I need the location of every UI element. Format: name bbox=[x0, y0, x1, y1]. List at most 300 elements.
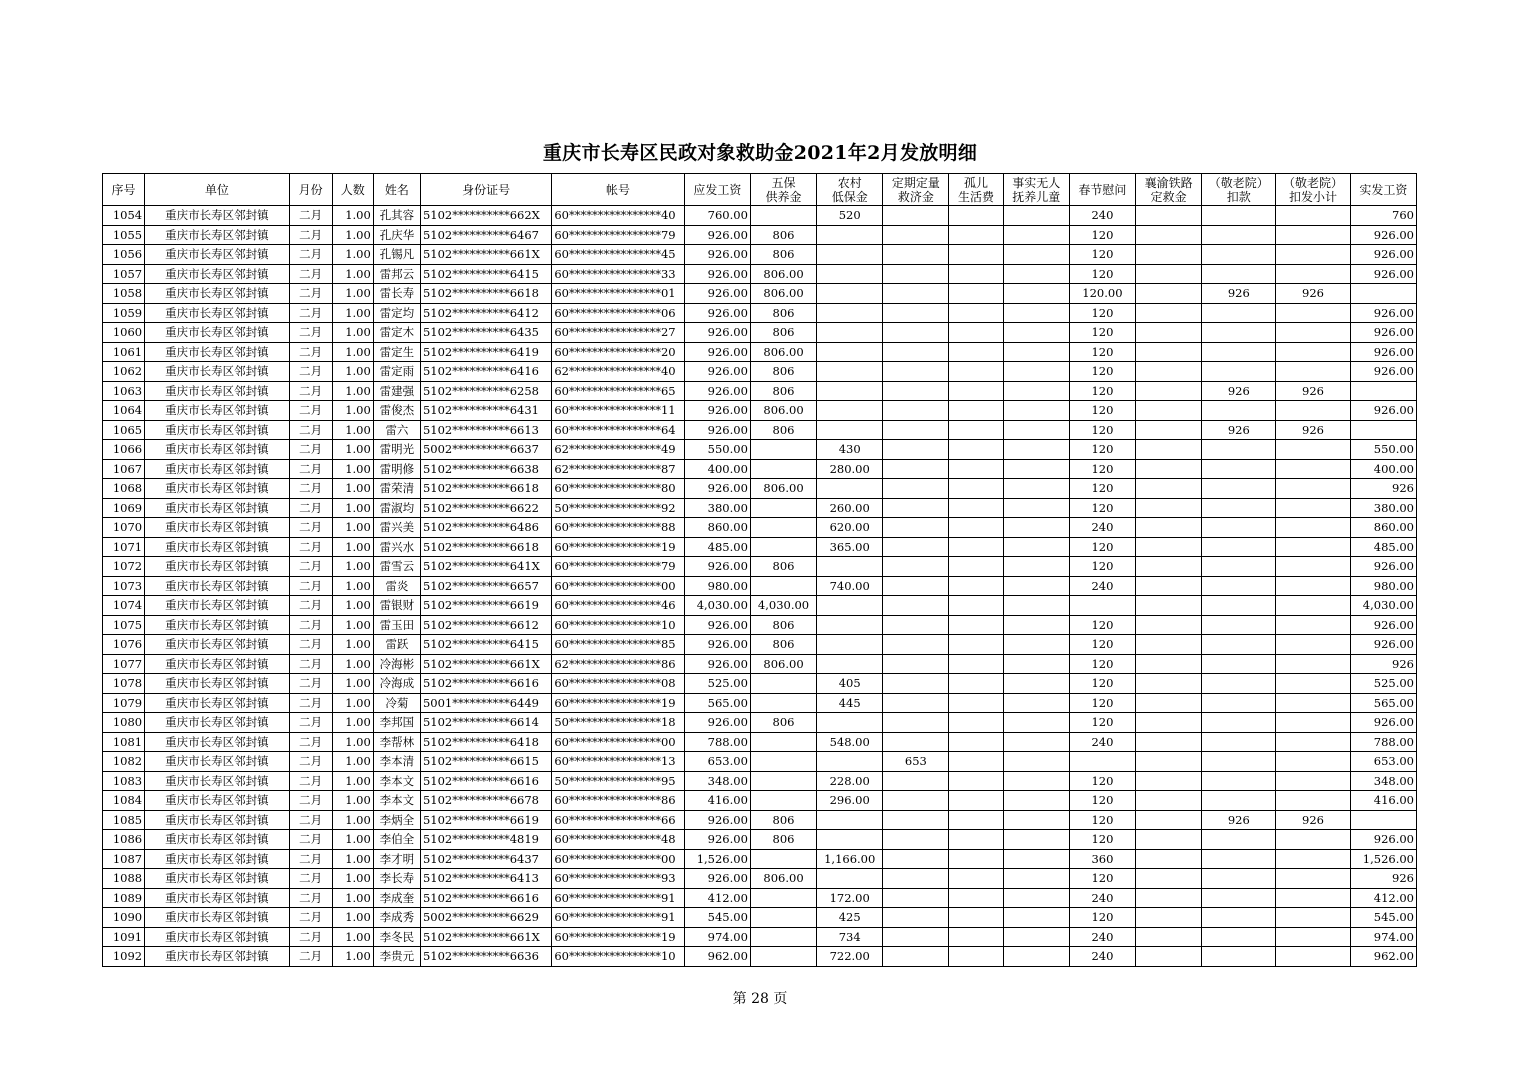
table-cell: 806.00 bbox=[750, 654, 816, 674]
table-row bbox=[103, 303, 1417, 323]
table-cell: 5102**********6412 bbox=[420, 303, 551, 323]
table-cell bbox=[1202, 693, 1276, 713]
table-cell: 二月 bbox=[289, 615, 332, 635]
table-cell bbox=[883, 479, 949, 499]
table-cell: 1060 bbox=[103, 323, 145, 343]
table-cell: 1.00 bbox=[332, 303, 373, 323]
table-cell bbox=[1136, 362, 1202, 382]
table-cell: 二月 bbox=[289, 830, 332, 850]
table-cell bbox=[817, 342, 883, 362]
table-cell bbox=[1003, 869, 1069, 889]
table-cell: 重庆市长寿区邻封镇 bbox=[145, 498, 289, 518]
table-row bbox=[103, 596, 1417, 616]
table-cell bbox=[1003, 557, 1069, 577]
table-cell bbox=[883, 849, 949, 869]
table-cell: 1.00 bbox=[332, 908, 373, 928]
table-cell: 1.00 bbox=[332, 674, 373, 694]
table-cell: 926.00 bbox=[1350, 342, 1416, 362]
table-cell bbox=[1276, 323, 1350, 343]
table-cell bbox=[1136, 206, 1202, 226]
table-cell bbox=[750, 791, 816, 811]
table-cell: 5002**********6629 bbox=[420, 908, 551, 928]
table-cell bbox=[817, 615, 883, 635]
table-cell: 二月 bbox=[289, 849, 332, 869]
table-cell: 雷定雨 bbox=[373, 362, 420, 382]
table-cell bbox=[883, 693, 949, 713]
table-cell bbox=[1202, 323, 1276, 343]
table-cell: 120.00 bbox=[1069, 284, 1135, 304]
table-cell bbox=[1136, 225, 1202, 245]
table-cell bbox=[1003, 323, 1069, 343]
table-cell bbox=[750, 888, 816, 908]
table-cell: 60****************27 bbox=[552, 323, 684, 343]
table-cell: 重庆市长寿区邻封镇 bbox=[145, 927, 289, 947]
table-cell bbox=[1136, 732, 1202, 752]
table-cell: 1.00 bbox=[332, 537, 373, 557]
table-cell: 重庆市长寿区邻封镇 bbox=[145, 791, 289, 811]
table-cell: 120 bbox=[1069, 459, 1135, 479]
table-cell bbox=[1276, 869, 1350, 889]
table-cell: 545.00 bbox=[684, 908, 750, 928]
table-cell bbox=[1136, 927, 1202, 947]
table-cell bbox=[1003, 596, 1069, 616]
table-cell: 李本文 bbox=[373, 791, 420, 811]
table-cell: 120 bbox=[1069, 908, 1135, 928]
table-cell: 1.00 bbox=[332, 362, 373, 382]
table-cell bbox=[949, 323, 1003, 343]
table-cell: 60****************19 bbox=[552, 693, 684, 713]
table-cell bbox=[1003, 576, 1069, 596]
table-cell bbox=[949, 713, 1003, 733]
table-cell: 二月 bbox=[289, 498, 332, 518]
table-cell: 120 bbox=[1069, 342, 1135, 362]
table-cell: 1.00 bbox=[332, 693, 373, 713]
table-cell: 5102**********6619 bbox=[420, 810, 551, 830]
table-cell bbox=[949, 635, 1003, 655]
table-cell: 926.00 bbox=[1350, 303, 1416, 323]
table-cell: 860.00 bbox=[1350, 518, 1416, 538]
table-cell: 60****************20 bbox=[552, 342, 684, 362]
table-cell: 重庆市长寿区邻封镇 bbox=[145, 713, 289, 733]
table-cell: 653 bbox=[883, 752, 949, 772]
table-cell: 二月 bbox=[289, 381, 332, 401]
table-cell: 4,030.00 bbox=[750, 596, 816, 616]
column-header: 姓名 bbox=[373, 174, 420, 206]
table-cell: 60****************91 bbox=[552, 888, 684, 908]
table-cell bbox=[1003, 713, 1069, 733]
table-cell: 1.00 bbox=[332, 264, 373, 284]
table-row bbox=[103, 284, 1417, 304]
table-cell bbox=[1003, 849, 1069, 869]
table-cell: 1.00 bbox=[332, 771, 373, 791]
table-cell: 雷六 bbox=[373, 420, 420, 440]
table-cell: 1.00 bbox=[332, 576, 373, 596]
table-cell bbox=[1350, 381, 1416, 401]
table-cell: 926.00 bbox=[1350, 225, 1416, 245]
page-number: 第 28 页 bbox=[732, 991, 788, 1007]
table-cell bbox=[949, 420, 1003, 440]
table-cell bbox=[949, 830, 1003, 850]
table-row bbox=[103, 381, 1417, 401]
table-cell: 雷定均 bbox=[373, 303, 420, 323]
table-cell bbox=[949, 381, 1003, 401]
table-cell bbox=[817, 264, 883, 284]
table-cell: 5102**********6415 bbox=[420, 264, 551, 284]
table-cell: 5102**********6467 bbox=[420, 225, 551, 245]
table-cell bbox=[1202, 927, 1276, 947]
table-cell bbox=[883, 635, 949, 655]
table-cell: 雷荣清 bbox=[373, 479, 420, 499]
table-cell bbox=[817, 830, 883, 850]
table-cell bbox=[817, 284, 883, 304]
table-cell: 1059 bbox=[103, 303, 145, 323]
table-cell bbox=[949, 342, 1003, 362]
table-cell: 348.00 bbox=[684, 771, 750, 791]
table-cell: 240 bbox=[1069, 576, 1135, 596]
table-cell bbox=[1003, 635, 1069, 655]
table-cell bbox=[1136, 830, 1202, 850]
table-cell: 二月 bbox=[289, 557, 332, 577]
table-cell: 240 bbox=[1069, 947, 1135, 967]
table-cell bbox=[1003, 401, 1069, 421]
table-row bbox=[103, 459, 1417, 479]
table-cell: 5102**********6615 bbox=[420, 752, 551, 772]
table-cell: 1.00 bbox=[332, 420, 373, 440]
table-cell: 1078 bbox=[103, 674, 145, 694]
table-cell: 806 bbox=[750, 635, 816, 655]
table-row bbox=[103, 557, 1417, 577]
table-cell: 5001**********6449 bbox=[420, 693, 551, 713]
table-cell: 548.00 bbox=[817, 732, 883, 752]
table-row bbox=[103, 206, 1417, 226]
table-cell: 1.00 bbox=[332, 440, 373, 460]
table-cell bbox=[817, 323, 883, 343]
table-cell: 雷银财 bbox=[373, 596, 420, 616]
table-cell: 60****************06 bbox=[552, 303, 684, 323]
table-cell bbox=[750, 752, 816, 772]
table-cell: 1082 bbox=[103, 752, 145, 772]
table-cell: 5102**********6622 bbox=[420, 498, 551, 518]
table-cell: 5102**********6486 bbox=[420, 518, 551, 538]
table-cell: 120 bbox=[1069, 225, 1135, 245]
table-cell: 60****************80 bbox=[552, 479, 684, 499]
table-cell: 李本清 bbox=[373, 752, 420, 772]
table-cell: 1076 bbox=[103, 635, 145, 655]
table-cell: 重庆市长寿区邻封镇 bbox=[145, 537, 289, 557]
table-cell: 926.00 bbox=[1350, 557, 1416, 577]
table-cell: 806.00 bbox=[750, 264, 816, 284]
table-cell: 120 bbox=[1069, 693, 1135, 713]
table-cell bbox=[1276, 654, 1350, 674]
table-cell: 雷定生 bbox=[373, 342, 420, 362]
table-cell bbox=[949, 479, 1003, 499]
table-cell: 1,166.00 bbox=[817, 849, 883, 869]
table-cell: 1057 bbox=[103, 264, 145, 284]
table-row bbox=[103, 362, 1417, 382]
table-cell: 926.00 bbox=[684, 615, 750, 635]
column-header: 身份证号 bbox=[420, 174, 551, 206]
table-cell: 565.00 bbox=[684, 693, 750, 713]
table-cell bbox=[1003, 830, 1069, 850]
table-cell bbox=[883, 596, 949, 616]
table-cell: 重庆市长寿区邻封镇 bbox=[145, 420, 289, 440]
table-cell: 240 bbox=[1069, 518, 1135, 538]
column-header: 人数 bbox=[332, 174, 373, 206]
table-cell bbox=[1136, 303, 1202, 323]
column-header: 农村 低保金 bbox=[817, 174, 883, 206]
table-cell: 1087 bbox=[103, 849, 145, 869]
table-cell bbox=[1276, 674, 1350, 694]
table-cell: 60****************45 bbox=[552, 245, 684, 265]
table-cell bbox=[1003, 615, 1069, 635]
table-cell: 重庆市长寿区邻封镇 bbox=[145, 947, 289, 967]
table-cell: 5102**********6416 bbox=[420, 362, 551, 382]
table-cell: 926 bbox=[1202, 420, 1276, 440]
table-cell: 60****************79 bbox=[552, 557, 684, 577]
table-cell: 1055 bbox=[103, 225, 145, 245]
table-cell: 1089 bbox=[103, 888, 145, 908]
table-cell: 5102**********6613 bbox=[420, 420, 551, 440]
table-cell: 1069 bbox=[103, 498, 145, 518]
table-row bbox=[103, 225, 1417, 245]
table-cell: 5102**********6619 bbox=[420, 596, 551, 616]
table-cell: 962.00 bbox=[1350, 947, 1416, 967]
table-cell: 冷菊 bbox=[373, 693, 420, 713]
table-cell bbox=[1276, 264, 1350, 284]
table-cell bbox=[1136, 537, 1202, 557]
table-cell: 722.00 bbox=[817, 947, 883, 967]
table-cell: 62****************49 bbox=[552, 440, 684, 460]
table-cell bbox=[1276, 362, 1350, 382]
table-cell: 734 bbox=[817, 927, 883, 947]
table-row bbox=[103, 537, 1417, 557]
table-row bbox=[103, 654, 1417, 674]
table-cell: 冷海成 bbox=[373, 674, 420, 694]
table-cell: 5102**********662X bbox=[420, 206, 551, 226]
table-cell: 760.00 bbox=[684, 206, 750, 226]
table-cell: 120 bbox=[1069, 362, 1135, 382]
table-cell: 260.00 bbox=[817, 498, 883, 518]
table-cell bbox=[1136, 752, 1202, 772]
table-cell: 二月 bbox=[289, 459, 332, 479]
table-cell bbox=[1003, 479, 1069, 499]
table-row bbox=[103, 927, 1417, 947]
table-cell bbox=[949, 401, 1003, 421]
table-cell: 1.00 bbox=[332, 635, 373, 655]
table-cell bbox=[1003, 752, 1069, 772]
table-cell: 1,526.00 bbox=[684, 849, 750, 869]
table-cell: 980.00 bbox=[684, 576, 750, 596]
table-cell: 120 bbox=[1069, 810, 1135, 830]
table-row bbox=[103, 323, 1417, 343]
table-cell: 二月 bbox=[289, 674, 332, 694]
table-cell: 62****************40 bbox=[552, 362, 684, 382]
table-cell bbox=[1276, 947, 1350, 967]
table-cell bbox=[1136, 498, 1202, 518]
table-cell bbox=[1003, 284, 1069, 304]
table-row bbox=[103, 908, 1417, 928]
table-row bbox=[103, 342, 1417, 362]
table-cell: 926 bbox=[1350, 654, 1416, 674]
table-header-row bbox=[103, 174, 1417, 206]
table-cell: 60****************79 bbox=[552, 225, 684, 245]
table-cell: 50****************18 bbox=[552, 713, 684, 733]
table-cell: 重庆市长寿区邻封镇 bbox=[145, 654, 289, 674]
table-row bbox=[103, 498, 1417, 518]
table-cell bbox=[750, 674, 816, 694]
table-cell: 926.00 bbox=[1350, 615, 1416, 635]
table-cell: 冷海彬 bbox=[373, 654, 420, 674]
table-cell: 孔其容 bbox=[373, 206, 420, 226]
table-cell bbox=[750, 518, 816, 538]
table-cell bbox=[1202, 849, 1276, 869]
table-cell bbox=[1202, 947, 1276, 967]
table-cell: 806 bbox=[750, 615, 816, 635]
table-cell: 806 bbox=[750, 420, 816, 440]
table-cell: 926.00 bbox=[1350, 245, 1416, 265]
table-cell bbox=[1276, 245, 1350, 265]
table-cell: 5102**********6678 bbox=[420, 791, 551, 811]
table-cell: 120 bbox=[1069, 381, 1135, 401]
table-cell bbox=[817, 401, 883, 421]
table-cell bbox=[1276, 615, 1350, 635]
table-cell: 120 bbox=[1069, 245, 1135, 265]
table-cell: 653.00 bbox=[1350, 752, 1416, 772]
table-cell: 400.00 bbox=[1350, 459, 1416, 479]
table-body bbox=[103, 206, 1417, 967]
table-cell bbox=[883, 362, 949, 382]
table-cell: 416.00 bbox=[684, 791, 750, 811]
table-cell: 445 bbox=[817, 693, 883, 713]
table-cell: 二月 bbox=[289, 791, 332, 811]
table-cell: 5102**********6616 bbox=[420, 771, 551, 791]
table-cell: 1.00 bbox=[332, 654, 373, 674]
table-cell: 1.00 bbox=[332, 557, 373, 577]
table-cell: 1.00 bbox=[332, 596, 373, 616]
table-cell: 620.00 bbox=[817, 518, 883, 538]
table-cell bbox=[817, 596, 883, 616]
table-cell: 1.00 bbox=[332, 459, 373, 479]
column-header: （敬老院） 扣款 bbox=[1202, 174, 1276, 206]
table-cell: 60****************91 bbox=[552, 908, 684, 928]
table-cell bbox=[1276, 791, 1350, 811]
table-cell bbox=[1276, 479, 1350, 499]
table-cell: 926.00 bbox=[1350, 830, 1416, 850]
table-cell bbox=[883, 771, 949, 791]
table-cell: 重庆市长寿区邻封镇 bbox=[145, 245, 289, 265]
table-cell: 806.00 bbox=[750, 479, 816, 499]
table-cell: 172.00 bbox=[817, 888, 883, 908]
table-cell: 5102**********6618 bbox=[420, 479, 551, 499]
table-cell: 240 bbox=[1069, 732, 1135, 752]
table-row bbox=[103, 401, 1417, 421]
table-cell bbox=[949, 693, 1003, 713]
table-cell: 926 bbox=[1276, 381, 1350, 401]
table-cell: 二月 bbox=[289, 420, 332, 440]
table-cell: 120 bbox=[1069, 654, 1135, 674]
table-row bbox=[103, 732, 1417, 752]
table-cell bbox=[883, 206, 949, 226]
table-cell bbox=[949, 225, 1003, 245]
table-cell: 1.00 bbox=[332, 849, 373, 869]
table-cell bbox=[883, 401, 949, 421]
table-cell: 5102**********6616 bbox=[420, 674, 551, 694]
table-cell bbox=[1136, 674, 1202, 694]
table-cell: 1079 bbox=[103, 693, 145, 713]
table-cell bbox=[1202, 245, 1276, 265]
table-cell bbox=[1003, 440, 1069, 460]
table-cell: 60****************00 bbox=[552, 576, 684, 596]
table-cell bbox=[949, 362, 1003, 382]
table-cell bbox=[1276, 732, 1350, 752]
table-cell bbox=[750, 576, 816, 596]
table-cell bbox=[1276, 830, 1350, 850]
table-cell: 120 bbox=[1069, 420, 1135, 440]
table-cell: 雷建强 bbox=[373, 381, 420, 401]
table-cell: 1085 bbox=[103, 810, 145, 830]
table-cell: 1071 bbox=[103, 537, 145, 557]
table-cell bbox=[1136, 381, 1202, 401]
table-cell bbox=[1202, 888, 1276, 908]
table-cell: 5102**********6612 bbox=[420, 615, 551, 635]
table-cell: 62****************86 bbox=[552, 654, 684, 674]
table-cell: 974.00 bbox=[1350, 927, 1416, 947]
table-cell bbox=[817, 245, 883, 265]
table-cell: 525.00 bbox=[684, 674, 750, 694]
table-cell bbox=[1202, 264, 1276, 284]
table-cell: 806 bbox=[750, 303, 816, 323]
table-cell: 806 bbox=[750, 381, 816, 401]
table-cell: 550.00 bbox=[684, 440, 750, 460]
table-cell bbox=[750, 498, 816, 518]
table-cell: 485.00 bbox=[1350, 537, 1416, 557]
table-cell: 380.00 bbox=[1350, 498, 1416, 518]
table-cell bbox=[1136, 420, 1202, 440]
table-cell: 760 bbox=[1350, 206, 1416, 226]
table-cell: 926.00 bbox=[684, 323, 750, 343]
table-cell: 1.00 bbox=[332, 342, 373, 362]
table-cell: 360 bbox=[1069, 849, 1135, 869]
table-cell: 120 bbox=[1069, 713, 1135, 733]
table-cell bbox=[1003, 225, 1069, 245]
table-cell bbox=[1276, 908, 1350, 928]
table-cell bbox=[1003, 518, 1069, 538]
table-row bbox=[103, 635, 1417, 655]
table-cell bbox=[1202, 732, 1276, 752]
table-cell: 926.00 bbox=[1350, 264, 1416, 284]
table-cell bbox=[883, 284, 949, 304]
table-cell bbox=[949, 459, 1003, 479]
table-cell: 5002**********6637 bbox=[420, 440, 551, 460]
table-cell: 926.00 bbox=[684, 830, 750, 850]
table-cell: 926.00 bbox=[684, 401, 750, 421]
table-cell: 120 bbox=[1069, 537, 1135, 557]
table-cell bbox=[949, 576, 1003, 596]
table-cell bbox=[883, 869, 949, 889]
table-cell: 二月 bbox=[289, 303, 332, 323]
table-row bbox=[103, 888, 1417, 908]
table-cell: 120 bbox=[1069, 791, 1135, 811]
table-cell: 926 bbox=[1202, 810, 1276, 830]
table-cell bbox=[1003, 810, 1069, 830]
table-cell: 60****************11 bbox=[552, 401, 684, 421]
table-cell bbox=[1136, 557, 1202, 577]
table-cell: 李长寿 bbox=[373, 869, 420, 889]
table-cell: 雷炎 bbox=[373, 576, 420, 596]
table-cell: 520 bbox=[817, 206, 883, 226]
table-cell bbox=[1003, 654, 1069, 674]
table-cell bbox=[817, 225, 883, 245]
